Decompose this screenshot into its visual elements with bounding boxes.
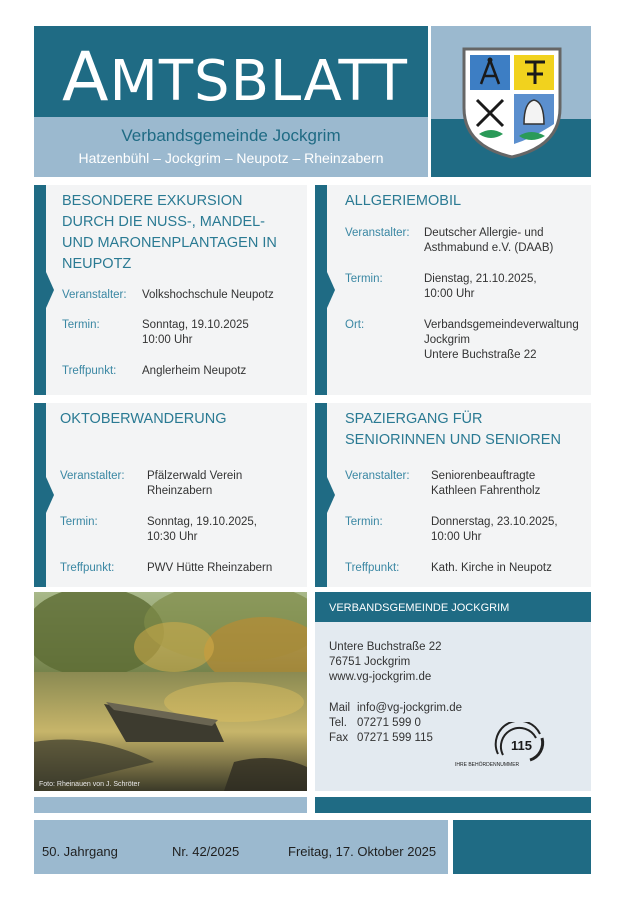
mail-row: Mail info@vg-jockgrim.de [329, 702, 462, 714]
photo-illustration [34, 592, 307, 791]
footer-box-right [453, 820, 591, 874]
event-title: BESONDERE EXKURSION DURCH DIE NUSS-, MANDEL- UND MARONENPLANTAGEN IN NEUPOTZ [62, 193, 277, 272]
info-heading: VERBANDSGEMEINDE JOCKGRIM [315, 592, 591, 622]
behoerdennummer-badge [455, 722, 555, 772]
footer-date: Freitag, 17. Oktober 2025 [288, 844, 437, 859]
card-accent-strip [34, 403, 46, 587]
mail-link[interactable]: info@vg-jockgrim.de [357, 702, 462, 714]
event-title: ALLGERIEMOBIL [345, 193, 462, 209]
fax-row: Fax 07271 599 115 [329, 732, 433, 744]
event-card-exkursion: BESONDERE EXKURSION DURCH DIE NUSS-, MANDEL- UND MARONENPLANTAGEN IN NEUPOTZ Veranstalter: Volkshochschule Neupotz Termin: Sonntag, 19.10.2025 10:00 Uhr Treffpunkt: Anglerheim Neupotz [34, 185, 307, 395]
event-card-spaziergang: SPAZIERGANG FÜR SENIORINNEN UND SENIOREN Veranstalter: Seniorenbeauftragte Kathleen Fahrentholz Termin: Donnerstag, 23.10.2025, 10:00 Uhr Treffpunkt: Kath. Kirche in Neupotz [315, 403, 591, 587]
badge-number: 115 [511, 738, 532, 753]
footer-issue: Nr. 42/2025 [172, 844, 240, 859]
footer-volume: 50. Jahrgang [42, 844, 118, 859]
page-title-initial: A [62, 38, 110, 117]
divider-bar-right [315, 797, 591, 813]
card-accent-strip [315, 403, 327, 587]
address-street: Untere Buchstraße 22 [329, 641, 442, 653]
divider-bar-left [34, 797, 307, 813]
page-title-rest: MTSBLATT [109, 49, 408, 114]
coat-of-arms-logo [461, 46, 563, 160]
page-title [62, 38, 408, 117]
fax-number: 07271 599 115 [357, 732, 433, 744]
card-accent-strip [34, 185, 46, 395]
card-accent-strip [315, 185, 327, 395]
event-card-allergiemobil: ALLGERIEMOBIL Veranstalter: Deutscher Allergie- und Asthmabund e.V. (DAAB) Termin: Dienstag, 21.10.2025, 10:00 Uhr Ort: Verbandsgemeindeverwaltung Jockgrim Untere Buchstraße 22 [315, 185, 591, 395]
address-city: 76751 Jockgrim [329, 656, 411, 668]
website-link[interactable]: www.vg-jockgrim.de [329, 671, 432, 683]
tel-row: Tel. 07271 599 0 [329, 717, 421, 729]
badge-text: IHRE BEHÖRDENNUMMER [455, 762, 520, 768]
event-card-oktoberwanderung: OKTOBERWANDERUNG Veranstalter: Pfälzerwald Verein Rheinzabern Termin: Sonntag, 19.10.2025, 10:30 Uhr Treffpunkt: PWV Hütte Rheinzabern [34, 403, 307, 587]
photo-rheinauen [34, 592, 307, 791]
event-title: OKTOBERWANDERUNG [60, 411, 227, 427]
org-name: Verbandsgemeinde Jockgrim [121, 126, 341, 145]
photo-credit: Foto: Rheinauen von J. Schröter [39, 781, 140, 788]
contact-panel [315, 622, 591, 791]
event-title: SPAZIERGANG FÜR SENIORINNEN UND SENIOREN [345, 411, 561, 448]
member-places: Hatzenbühl – Jockgrim – Neupotz – Rheinzabern [78, 150, 384, 166]
tel-number: 07271 599 0 [357, 717, 421, 729]
